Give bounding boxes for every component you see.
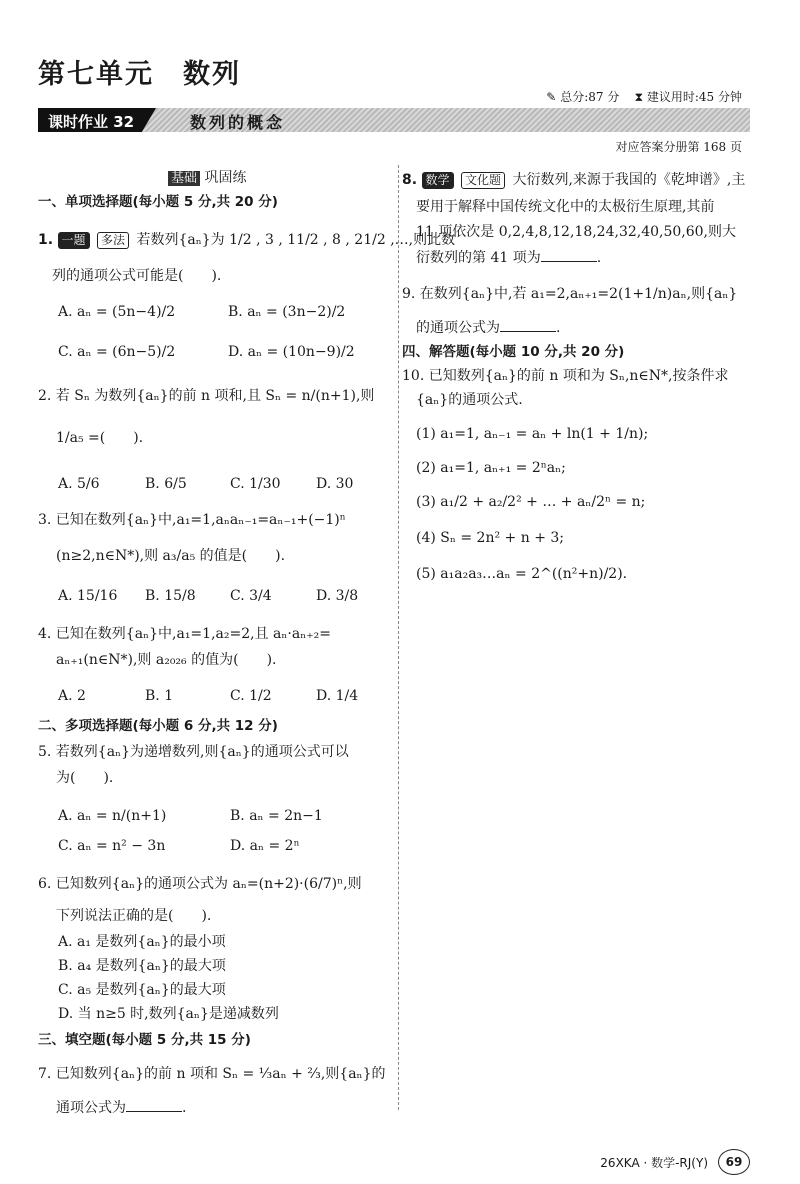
hourglass-icon: ⧗ [634, 90, 644, 104]
question-9-line-1: 9. 在数列{aₙ}中,若 a₁=2,aₙ₊₁=2(1+1/n)aₙ,则{aₙ} [402, 286, 738, 302]
question-10-part-2: (2) a₁=1, aₙ₊₁ = 2ⁿaₙ; [416, 460, 566, 476]
answer-reference: 对应答案分册第 168 页 [615, 140, 742, 154]
question-text: 大衍数列,来源于我国的《乾坤谱》,主 [512, 172, 746, 188]
question-text: 的通项公式为 [416, 320, 500, 336]
question-10-line-2: {aₙ}的通项公式. [416, 392, 523, 408]
question-text: 若数列{aₙ}为 [136, 232, 225, 248]
section-basic-practice [168, 168, 246, 189]
option-d: D. 3/8 [316, 588, 359, 604]
question-1-line-2: 列的通项公式可能是( ). [52, 268, 222, 284]
option-b: B. aₙ = 2n−1 [230, 808, 323, 824]
question-5-line-2: 为( ). [56, 770, 114, 786]
tag-multi-method: 多法 [97, 232, 129, 249]
question-10-line-1: 10. 已知数列{aₙ}的前 n 项和为 Sₙ,n∈N*,按条件求 [402, 368, 729, 384]
question-10-part-4: (4) Sₙ = 2n² + n + 3; [416, 530, 564, 546]
option-c: C. aₙ = (6n−5)/2 [58, 344, 176, 360]
question-text: 衍数列的第 41 项为 [416, 250, 541, 266]
question-sequence: 1/2 , 3 , 11/2 , 8 , 21/2 ,…,则此数 [229, 232, 456, 248]
question-2-line-2: 1/a₅ =( ). [56, 430, 144, 446]
column-divider [398, 165, 399, 1110]
question-2-line-1: 2. 若 Sₙ 为数列{aₙ}的前 n 项和,且 Sₙ = n/(n+1),则 [38, 388, 375, 404]
question-number: 1. [38, 232, 54, 248]
question-4-line-1: 4. 已知在数列{aₙ}中,a₁=1,a₂=2,且 aₙ·aₙ₊₂= [38, 626, 332, 642]
option-d: D. 1/4 [316, 688, 359, 704]
question-6-line-2: 下列说法正确的是( ). [56, 908, 212, 924]
page-number: 69 [718, 1149, 750, 1175]
question-1-line-1 [38, 230, 455, 250]
answer-blank[interactable] [500, 319, 556, 332]
question-8-line-3: 11 项依次是 0,2,4,8,12,18,24,32,40,50,60,则大 [416, 224, 736, 240]
question-8-line-1 [402, 170, 745, 190]
section-heading-multi-choice: 二、多项选择题(每小题 6 分,共 12 分) [38, 718, 278, 734]
option-c: C. 1/30 [230, 476, 281, 492]
question-10-part-5: (5) a₁a₂a₃…aₙ = 2^((n²+n)/2). [416, 566, 628, 582]
question-7-line-1: 7. 已知数列{aₙ}的前 n 项和 Sₙ = ⅓aₙ + ⅔,则{aₙ}的 [38, 1066, 386, 1082]
basic-label: 巩固练 [204, 170, 247, 186]
question-5-line-1: 5. 若数列{aₙ}为递增数列,则{aₙ}的通项公式可以 [38, 744, 349, 760]
answer-blank[interactable] [541, 249, 597, 262]
question-8-line-2: 要用于解释中国传统文化中的太极衍生原理,其前 [416, 199, 715, 215]
option-a: A. 5/6 [58, 476, 100, 492]
option-c: C. 3/4 [230, 588, 272, 604]
question-10-part-1: (1) a₁=1, aₙ₋₁ = aₙ + ln(1 + 1/n); [416, 426, 649, 442]
question-7-line-2: 通项公式为 . [56, 1100, 187, 1116]
option-a: A. a₁ 是数列{aₙ}的最小项 [58, 934, 226, 950]
question-6-line-1: 6. 已知数列{aₙ}的通项公式为 aₙ=(n+2)·(6/7)ⁿ,则 [38, 876, 362, 892]
option-a: A. aₙ = (5n−4)/2 [58, 304, 176, 320]
section-heading-solve: 四、解答题(每小题 10 分,共 20 分) [402, 344, 625, 360]
homework-label: 课时作业 32 [48, 113, 135, 131]
question-3-line-2: (n≥2,n∈N*),则 a₃/a₅ 的值是( ). [56, 548, 286, 564]
question-text: 通项公式为 [56, 1100, 126, 1116]
unit-title: 第七单元 数列 [38, 59, 241, 90]
tag-culture: 文化题 [461, 172, 505, 189]
option-a: A. 2 [58, 688, 86, 704]
pencil-icon: ✎ [546, 90, 557, 104]
option-b: B. a₄ 是数列{aₙ}的最大项 [58, 958, 226, 974]
tag-math: 数学 [422, 172, 454, 189]
question-3-line-1: 3. 已知在数列{aₙ}中,a₁=1,aₙaₙ₋₁=aₙ₋₁+(−1)ⁿ [38, 512, 346, 528]
option-b: B. 6/5 [145, 476, 187, 492]
tag-one-question: 一题 [58, 232, 90, 249]
total-score: 总分:87 分 [560, 90, 620, 104]
option-d: D. aₙ = 2ⁿ [230, 838, 300, 854]
section-heading-fill-blank: 三、填空题(每小题 5 分,共 15 分) [38, 1032, 251, 1048]
basic-badge: 基础 [168, 171, 200, 186]
topic-title: 数列的概念 [190, 113, 286, 132]
option-b: B. 1 [145, 688, 174, 704]
option-d: D. aₙ = (10n−9)/2 [228, 344, 355, 360]
book-code: 26XKA · 数学-RJ(Y) [600, 1156, 708, 1170]
question-4-line-2: aₙ₊₁(n∈N*),则 a₂₀₂₆ 的值为( ). [56, 652, 277, 668]
option-c: C. aₙ = n² − 3n [58, 838, 166, 854]
option-a: A. 15/16 [58, 588, 118, 604]
option-b: B. aₙ = (3n−2)/2 [228, 304, 346, 320]
option-d: D. 当 n≥5 时,数列{aₙ}是递减数列 [58, 1006, 279, 1022]
option-c: C. a₅ 是数列{aₙ}的最大项 [58, 982, 226, 998]
time-score-info [546, 88, 742, 105]
option-a: A. aₙ = n/(n+1) [58, 808, 167, 824]
question-9-line-2: 的通项公式为 . [416, 320, 561, 336]
question-10-part-3: (3) a₁/2 + a₂/2² + … + aₙ/2ⁿ = n; [416, 494, 646, 510]
question-8-line-4: 衍数列的第 41 项为 . [416, 250, 602, 266]
option-d: D. 30 [316, 476, 354, 492]
option-b: B. 15/8 [145, 588, 196, 604]
question-number: 8. [402, 172, 418, 188]
option-c: C. 1/2 [230, 688, 272, 704]
section-heading-single-choice: 一、单项选择题(每小题 5 分,共 20 分) [38, 194, 278, 210]
answer-blank[interactable] [126, 1099, 182, 1112]
suggested-time: 建议用时:45 分钟 [646, 90, 742, 104]
